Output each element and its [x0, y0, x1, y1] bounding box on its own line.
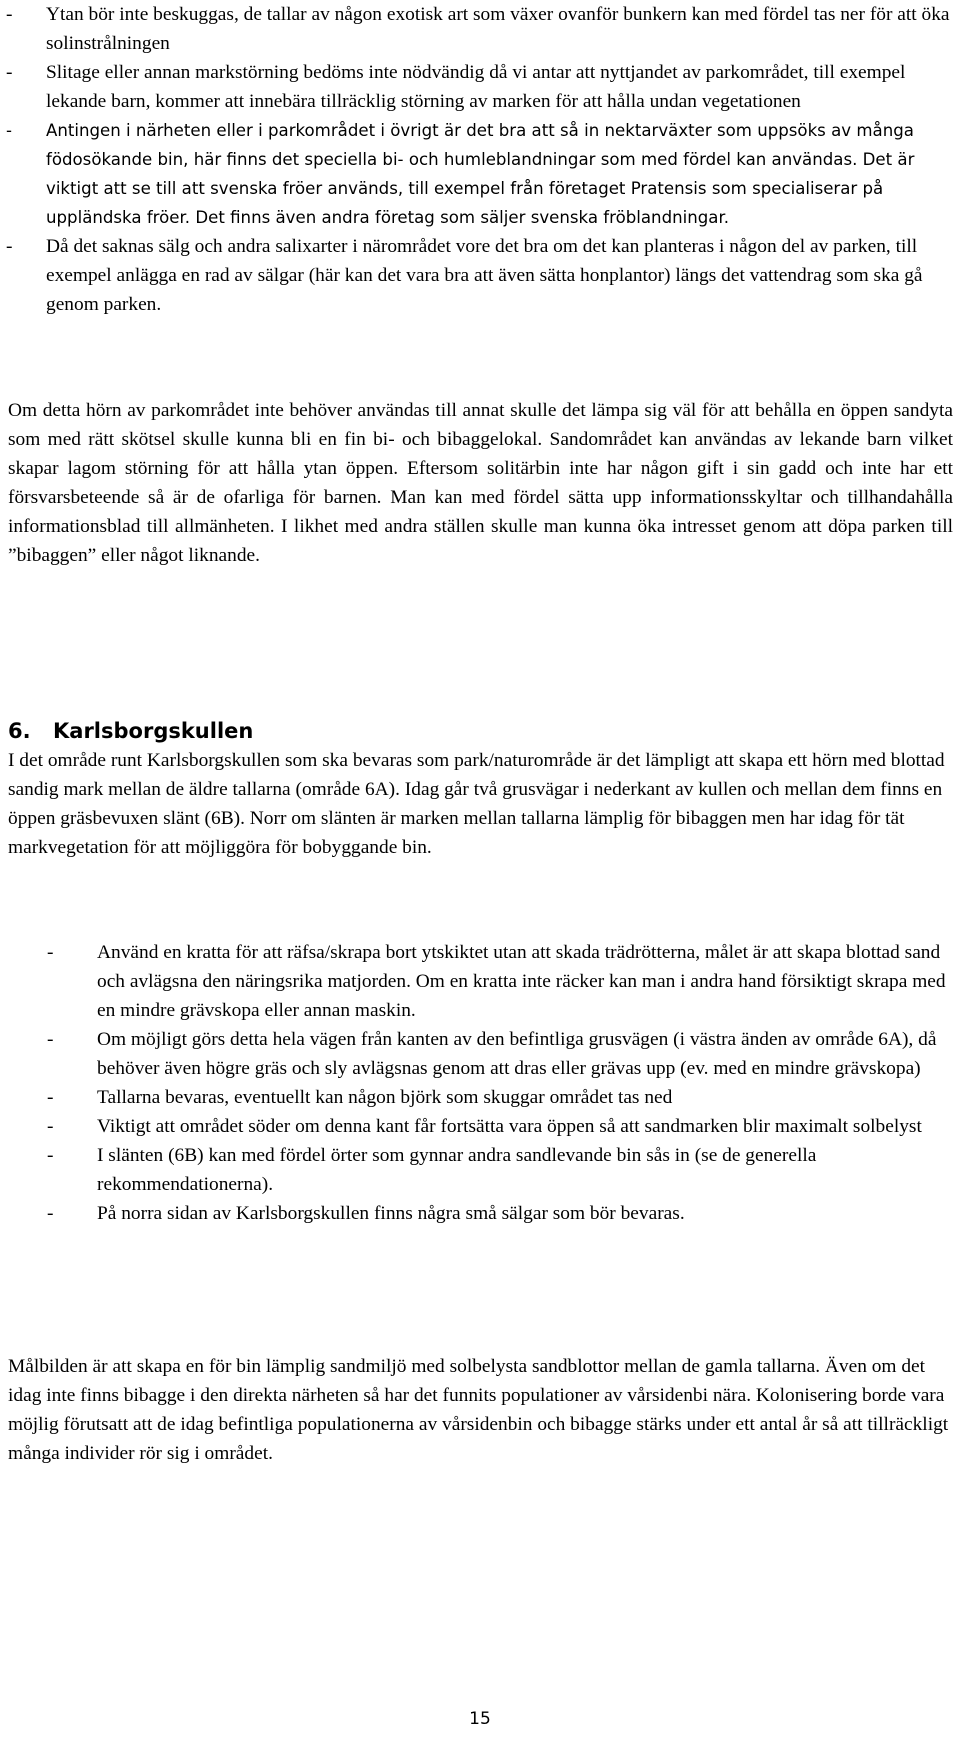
list-dash: -: [6, 4, 13, 25]
list-item-text: I slänten (6B) kan med fördel örter som gynnar andra sandlevande bin sås in (se de generella rekommendationerna).: [97, 1145, 817, 1195]
body-paragraph: Om detta hörn av parkområdet inte behöver användas till annat skulle det lämpa sig väl för att behålla en öppen sandyta som med rätt skötsel skulle kunna bli en fin bi- och bibaggelokal. Sandområdet kan användas av lekande barn vilket skapar lagom störning för att hålla ytan öppen. Eftersom solitärbin inte har någon gift i sin gadd och inte har ett försvarsbeteende så är de ofarliga för barnen. Man kan med fördel sätta upp informationsskyltar och tillhandahålla informationsblad till allmänheten. I likhet med andra ställen skulle man kunna öka intresset genom att döpa parken till ”bibaggen” eller något liknande.: [8, 400, 953, 566]
list-item: [0, 116, 960, 232]
list-item-text: Viktigt att området söder om denna kant får fortsätta vara öppen så att sandmarken blir maximalt solbelyst: [97, 1116, 922, 1137]
list-item: [0, 1083, 960, 1112]
section-title: Karlsborgskullen: [53, 719, 254, 743]
recommendation-list-continued: [0, 0, 960, 319]
list-dash: -: [47, 1087, 54, 1108]
list-item-text: På norra sidan av Karlsborgskullen finns några små sälgar som bör bevaras.: [97, 1203, 685, 1224]
list-dash: -: [6, 236, 13, 257]
page-number: 15: [469, 1709, 491, 1729]
list-dash: -: [6, 121, 12, 140]
list-item-text: Då det saknas sälg och andra salixarter i närområdet vore det bra om det kan planteras i någon del av parken, till exempel anlägga en rad av sälgar (här kan det vara bra att även sätta honplantor) längs det vattendrag som ska gå genom parken.: [46, 236, 923, 315]
body-paragraph: Målbilden är att skapa en för bin lämplig sandmiljö med solbelysta sandblottor mellan de gamla tallarna. Även om det idag inte finns bibagge i den direkta närheten så har det funnits populationer av vårsidenbi nära. Kolonisering borde vara möjlig förutsatt att de idag befintliga populationerna av vårsidenbin och bibagge stärks under ett antal år så att tillräckligt många individer rör sig i området.: [8, 1356, 949, 1464]
section-heading: [8, 717, 253, 745]
list-item: [0, 1025, 960, 1083]
list-dash: -: [47, 1145, 54, 1166]
body-paragraph: I det område runt Karlsborgskullen som ska bevaras som park/naturområde är det lämpligt att skapa ett hörn med blottad sandig mark mellan de äldre tallarna (område 6A). Idag går två grusvägar i nederkant av kullen och mellan dem finns en öppen gräsbevuxen slänt (6B). Norr om slänten är marken mellan tallarna lämplig för bibaggen men har idag för tät markvegetation för att möjliggöra för bobyggande bin.: [8, 750, 945, 858]
list-item: [0, 1112, 960, 1141]
list-item: [0, 1199, 960, 1228]
action-list: [0, 938, 960, 1228]
list-dash: -: [47, 1029, 54, 1050]
list-item-text: Använd en kratta för att räfsa/skrapa bort ytskiktet utan att skada trädrötterna, målet är att skapa blottad sand och avlägsna den näringsrika matjorden. Om en kratta inte räcker kan man i andra hand försiktigt skrapa med en mindre grävskopa eller annan maskin.: [97, 942, 946, 1021]
list-item: [0, 58, 960, 116]
list-dash: -: [47, 942, 54, 963]
list-item-text: Tallarna bevaras, eventuellt kan någon björk som skuggar området tas ned: [97, 1087, 673, 1108]
list-item-text: Om möjligt görs detta hela vägen från kanten av den befintliga grusvägen (i västra änden av område 6A), då behöver även högre gräs och sly avlägsnas genom att dras eller grävas upp (ev. med en mindre grävskopa): [97, 1029, 937, 1079]
list-item: [0, 1141, 960, 1199]
list-item: [0, 938, 960, 1025]
list-item: [0, 232, 960, 319]
list-item: [0, 0, 960, 58]
section-number: 6.: [8, 719, 31, 743]
list-item-text: Slitage eller annan markstörning bedöms inte nödvändig då vi antar att nyttjandet av parkområdet, till exempel lekande barn, kommer att innebära tillräcklig störning av marken för att hålla undan vegetationen: [46, 62, 906, 112]
list-dash: -: [47, 1203, 54, 1224]
list-dash: -: [6, 62, 13, 83]
list-dash: -: [47, 1116, 54, 1137]
list-item-text: Ytan bör inte beskuggas, de tallar av någon exotisk art som växer ovanför bunkern kan med fördel tas ner för att öka solinstrålningen: [46, 4, 950, 54]
list-item-text: Antingen i närheten eller i parkområdet i övrigt är det bra att så in nektarväxter som uppsöks av många födosökande bin, här finns det speciella bi- och humleblandningar som med fördel kan användas. Det är viktigt att se till att svenska fröer används, till exempel från företaget Pratensis som specialiserar på uppländska fröer. Det finns även andra företag som säljer svenska fröblandningar.: [46, 121, 915, 227]
